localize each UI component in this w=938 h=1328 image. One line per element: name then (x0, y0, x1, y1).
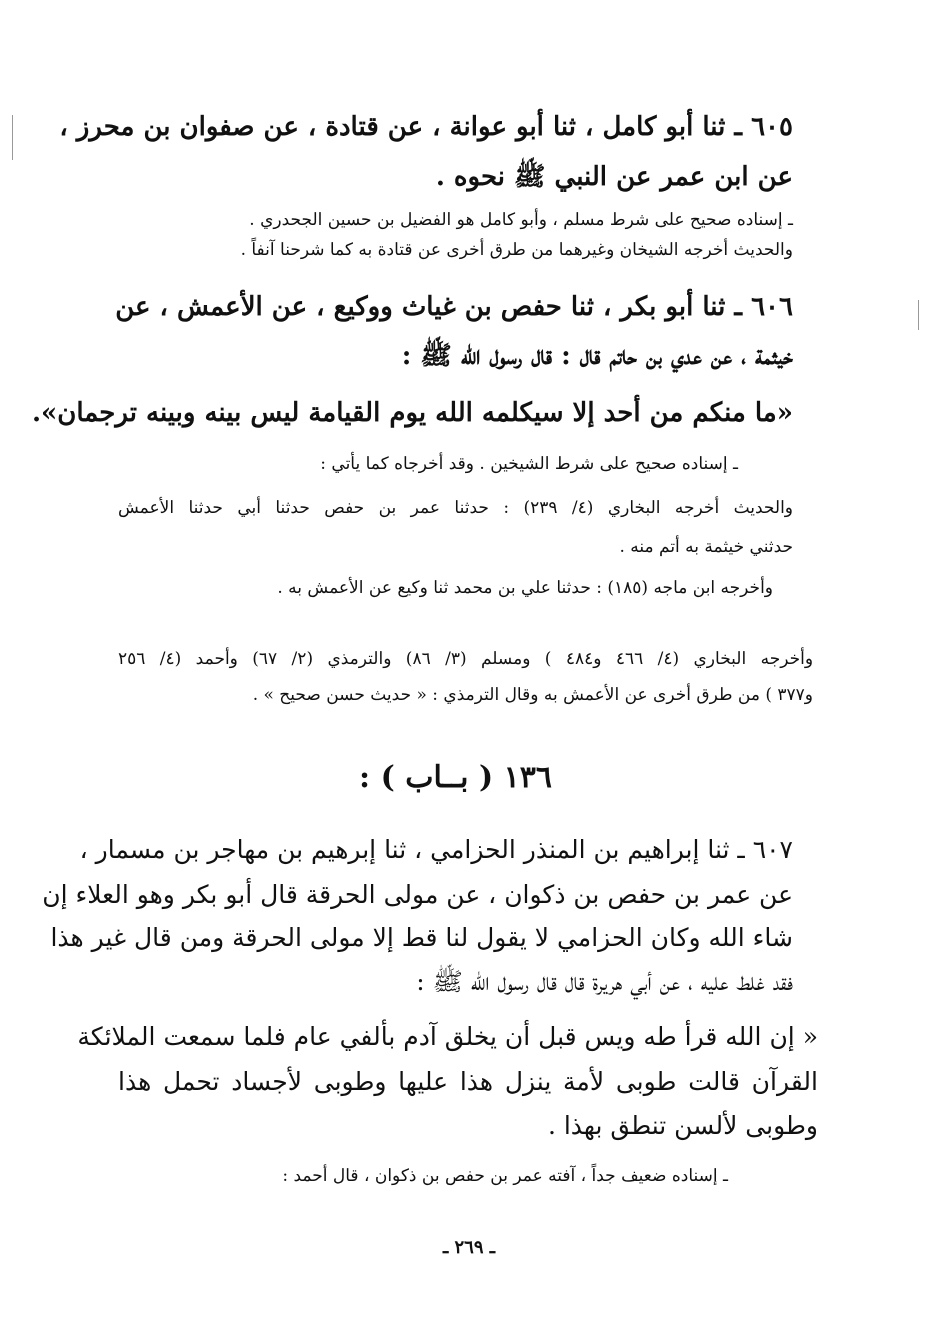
note-606-line-2: والحديث أخرجه البخاري (٤/ ٢٣٩) : حدثنا عمر بن حفص حدثنا أبي حدثنا الأعمش (118, 498, 794, 518)
page-number: ـ ٢٦٩ ـ (442, 1237, 496, 1258)
scan-mark-right (918, 300, 919, 330)
hadith-606-line-1: ٦٠٦ ـ ثنا أبو بكر ، ثنا حفص بن غياث ووكيع ، عن الأعمش ، عن (115, 292, 793, 322)
note-606-line-6: و٣٧٧ ) من طرق أخرى عن الأعمش به وقال الترمذي : « حديث حسن صحيح » . (252, 685, 813, 705)
scan-mark-left (12, 115, 13, 160)
note-606-line-4: وأخرجه ابن ماجه (١٨٥) : حدثنا علي بن محمد ثنا وكيع عن الأعمش به . (277, 578, 773, 598)
hadith-605-line-2: عن ابن عمر عن النبي ﷺ نحوه . (435, 162, 793, 192)
chapter-heading: ١٣٦ ( بــاب ) : (359, 760, 552, 795)
note-606-line-1: ـ إسناده صحيح على شرط الشيخين . وقد أخرجاه كما يأتي : (320, 454, 738, 474)
note-607-line-1: ـ إسناده ضعيف جداً ، آفته عمر بن حفص بن ذكوان ، قال أحمد : (282, 1166, 728, 1186)
hadith-606-quote: «ما منكم من أحد إلا سيكلمه الله يوم القيامة ليس بينه وبينه ترجمان». (31, 398, 793, 428)
note-606-line-3: حدثني خيثمة به أتم منه . (619, 537, 793, 557)
hadith-607-quote-3: وطوبى لألسن تنطق بهذا . (547, 1111, 818, 1140)
note-605-line-1: ـ إسناده صحيح على شرط مسلم ، وأبو كامل هو الفضيل بن حسين الجحدري . (249, 210, 793, 230)
hadith-606-line-2: خيثمة ، عن عدي بن حاتم قال : قال رسول الله ﷺ : (401, 341, 793, 371)
hadith-607-line-1: ٦٠٧ ـ ثنا إبراهيم بن المنذر الحزامي ، ثنا إبرهيم بن مهاجر بن مسمار ، (79, 835, 793, 864)
hadith-607-line-4: فقد غلط عليه ، عن أبي هريرة قال قال رسول الله ﷺ : (416, 967, 793, 996)
note-606-line-5: وأخرجه البخاري (٤/ ٤٦٦ و٤٨٤ ) ومسلم (٣/ ٨٦) والترمذي (٢/ ٦٧) وأحمد (٤/ ٢٥٦ (118, 649, 814, 669)
hadith-607-line-3: شاء الله وكان الحزامي لا يقول لنا قط إلا مولى الحرقة ومن قال غير هذا (50, 923, 793, 952)
hadith-607-line-2: عن عمر بن حفص بن ذكوان ، عن مولى الحرقة قال أبو بكر وهو العلاء إن (42, 880, 793, 909)
note-605-line-2: والحديث أخرجه الشيخان وغيرهما من طرق أخرى عن قتادة به كما شرحنا آنفاً . (240, 240, 793, 260)
hadith-605-line-1: ٦٠٥ ـ ثنا أبو كامل ، ثنا أبو عوانة ، عن قتادة ، عن صفوان بن محرز ، (59, 112, 793, 142)
hadith-607-quote-1: « إن الله قرأ طه ويس قبل أن يخلق آدم بألفي عام فلما سمعت الملائكة (77, 1022, 818, 1051)
hadith-607-quote-2: القرآن قالت طوبى لأمة ينزل هذا عليها وطوبى لأجساد تحمل هذا (118, 1067, 818, 1096)
